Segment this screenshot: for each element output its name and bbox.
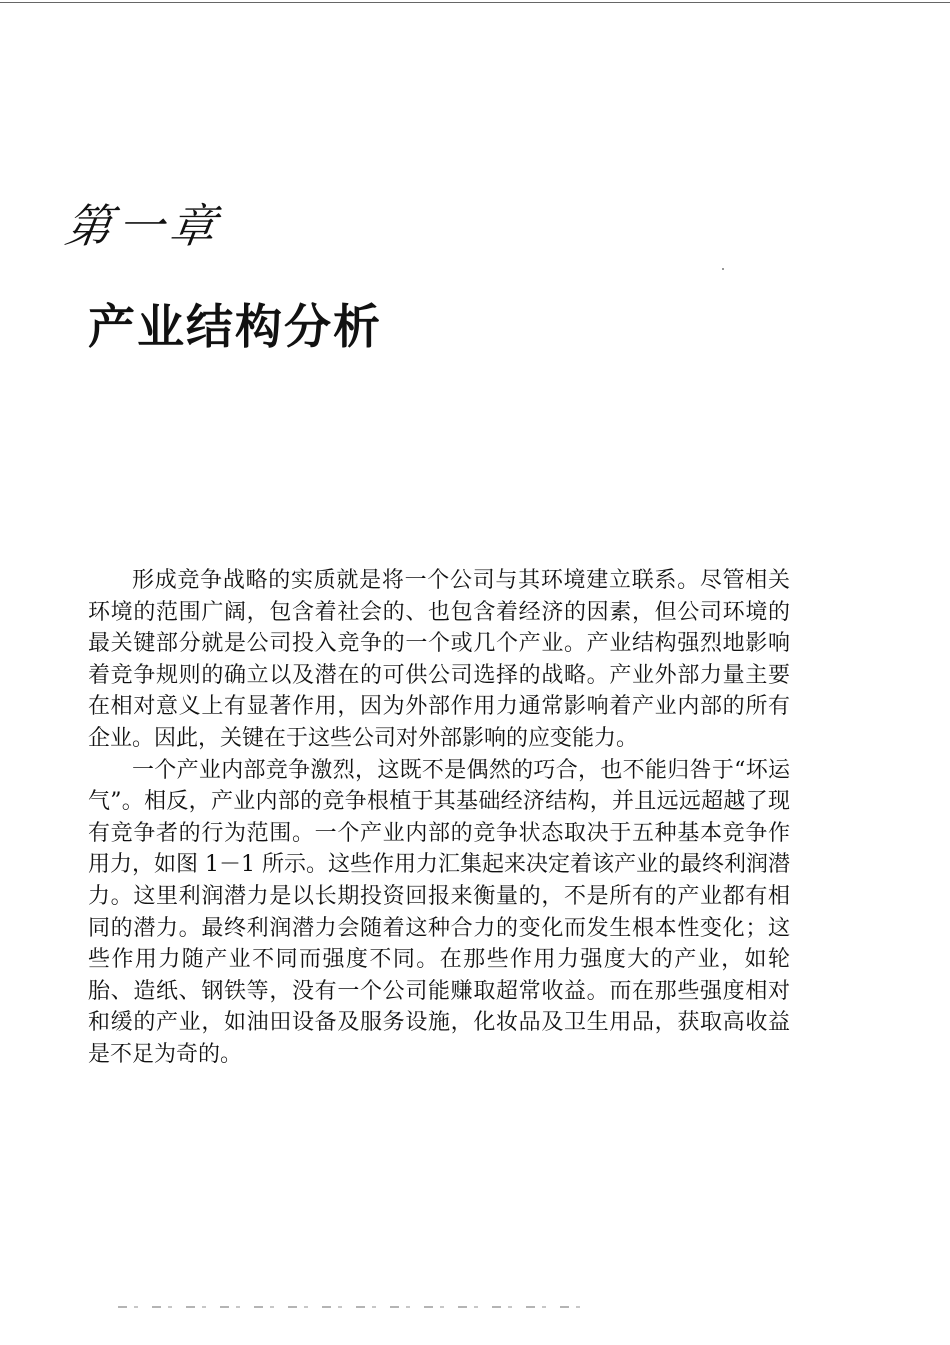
scan-speck — [722, 268, 724, 270]
paragraph-1: 形成竞争战略的实质就是将一个公司与其环境建立联系。尽管相关环境的范围广阔，包含着社会的、也包含着经济的因素，但公司环境的最关键部分就是公司投入竞争的一个或几个产业。产业结构强烈地影响着竞争规则的确立以及潜在的可供公司选择的战略。产业外部力量主要在相对意义上有显著作用，因为外部作用力通常影响着产业内部的所有企业。因此，关键在于这些公司对外部影响的应变能力。 — [88, 568, 790, 751]
chapter-label: 第一章 — [61, 199, 226, 253]
paragraph-2: 一个产业内部竞争激烈，这既不是偶然的巧合，也不能归咎于“坏运气”。相反，产业内部的竞争根植于其基础经济结构，并且远远超越了现有竞争者的行为范围。一个产业内部的竞争状态取决于五种基本竞争作用力，如图 1－1 所示。这些作用力汇集起来决定着该产业的最终利润潜力。这里利润潜力是以长期投资回报来衡量的，不是所有的产业都有相同的潜力。最终利润潜力会随着这种合力的变化而发生根本性变化；这些作用力随产业不同而强度不同。在那些作用力强度大的产业，如轮胎、造纸、钢铁等，没有一个公司能赚取超常收益。而在那些强度相对和缓的产业，如油田设备及服务设施，化妆品及卫生用品，获取高收益是不足为奇的。 — [88, 757, 790, 1067]
scan-noise-bottom — [118, 1306, 588, 1308]
page-top-rule — [0, 2, 950, 3]
body-text — [88, 565, 790, 1071]
chapter-title: 产业结构分析 — [88, 300, 382, 355]
